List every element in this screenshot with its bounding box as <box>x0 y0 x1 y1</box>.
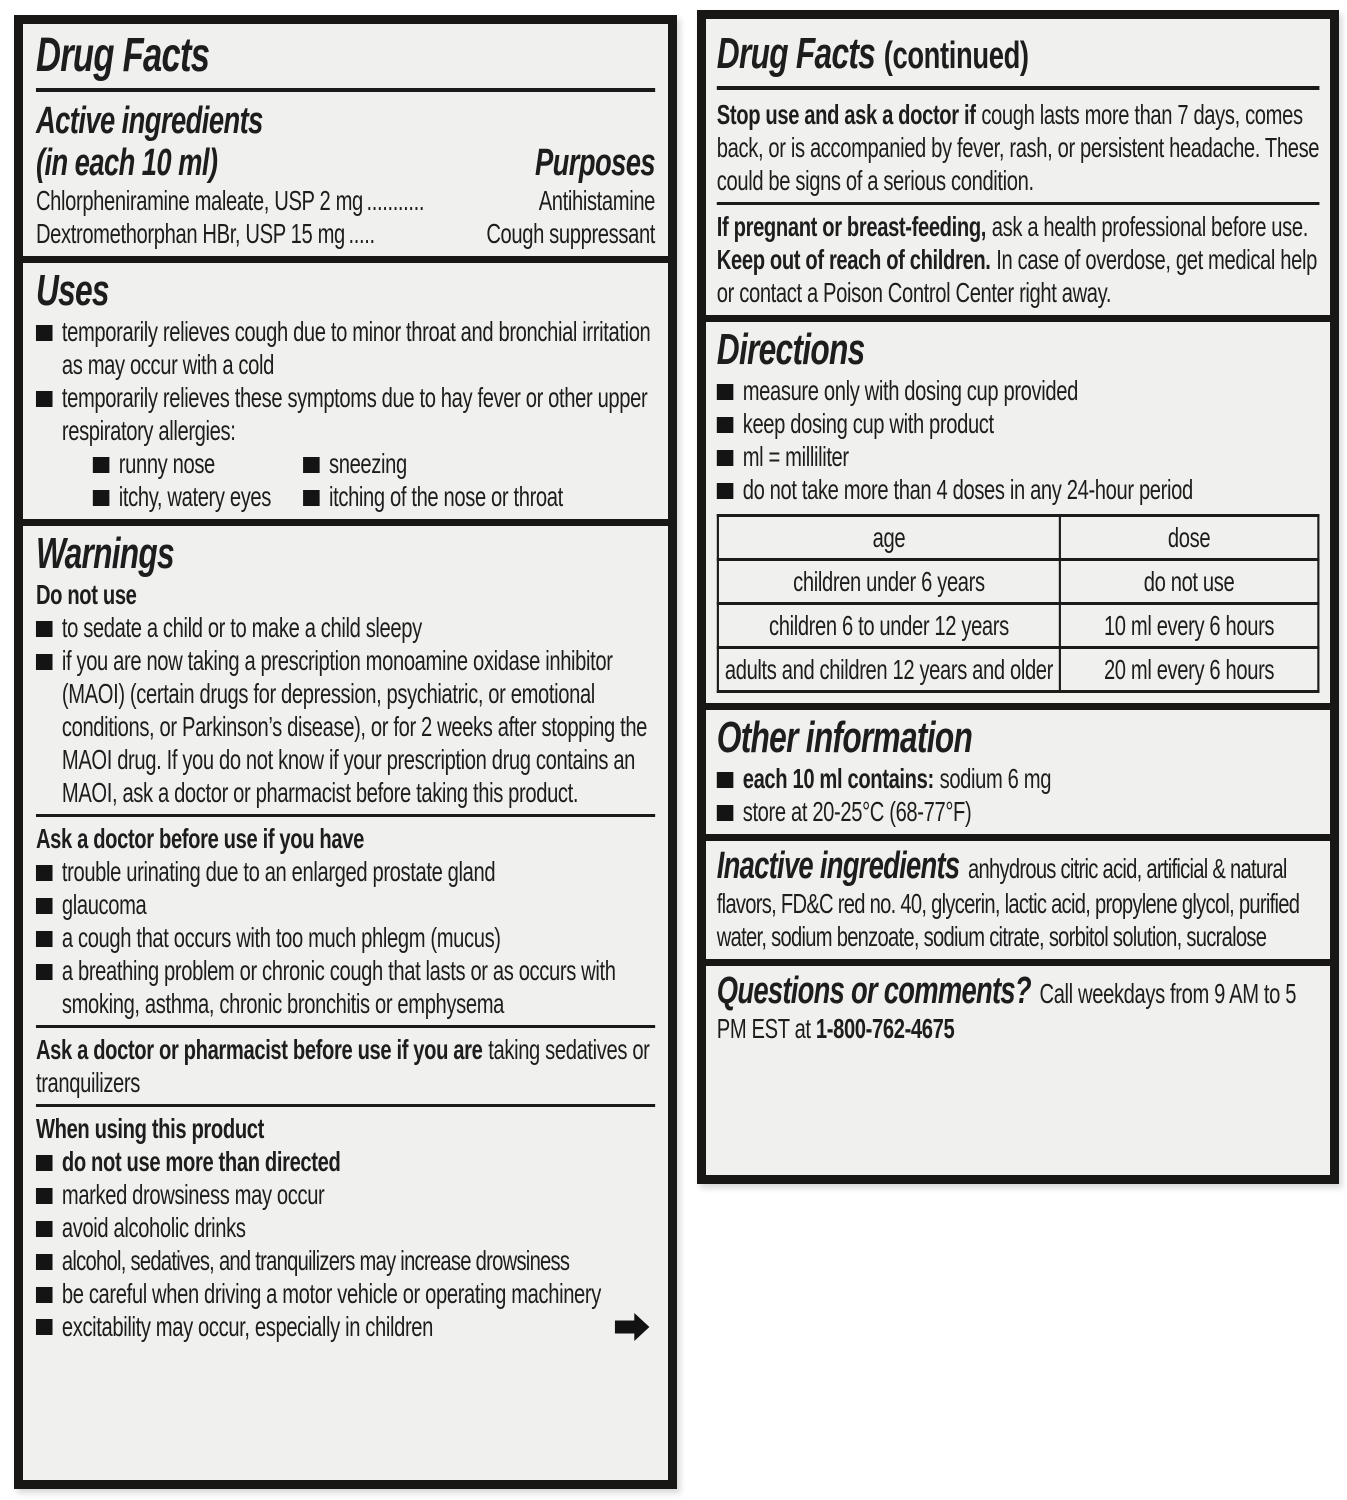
ingredient-purpose: Antihistamine <box>538 185 656 216</box>
list-item <box>36 1178 655 1211</box>
list-item <box>36 888 655 921</box>
stop-use-text: cough lasts more than 7 days, comes back, or is accompanied by fever, rash, or persistent headache. These could be signs of a serious condition. <box>716 99 1320 196</box>
list-item-text: glaucoma <box>61 889 147 920</box>
list-item-text: trouble urinating due to an enlarged prostate gland <box>61 856 496 887</box>
ask-doctor-list <box>36 855 655 1020</box>
symptom-text: itchy, watery eyes <box>118 481 272 512</box>
when-using-heading: When using this product <box>35 1113 264 1144</box>
section-other-information <box>706 703 1330 834</box>
ask-pharmacist-paragraph <box>36 1033 655 1099</box>
list-item <box>717 407 1319 440</box>
age-cell: adults and children 12 years and older <box>718 648 1060 692</box>
bullet-square-icon <box>93 457 110 473</box>
list-item <box>36 1244 655 1277</box>
ingredient-name: Dextromethorphan HBr, USP 15 mg <box>35 218 345 249</box>
keep-out-paragraph <box>717 243 1319 309</box>
bullet-square-icon <box>717 805 734 821</box>
bullet-square-icon <box>36 964 53 980</box>
directions-title: Directions <box>716 325 865 374</box>
bullet-square-icon <box>717 450 734 466</box>
directions-list <box>717 374 1319 506</box>
keep-out-text: In case of overdose, get medical help or contact a Poison Control Center right away. <box>716 244 1317 308</box>
ingredient-row <box>36 184 655 217</box>
do-not-use-heading: Do not use <box>35 579 137 610</box>
drug-facts-title: Drug Facts <box>35 29 210 82</box>
continued-label: (continued) <box>883 35 1029 77</box>
bullet-square-icon <box>717 772 734 788</box>
table-row <box>718 648 1318 692</box>
list-item <box>36 1145 655 1178</box>
symptom-text: sneezing <box>329 448 407 479</box>
section-inactive-ingredients <box>706 834 1330 959</box>
dot-leader: ..... <box>348 218 375 249</box>
questions-text: Call weekdays from 9 AM to 5 PM EST at <box>716 978 1297 1044</box>
questions-title: Questions or comments? <box>716 970 1031 1012</box>
list-item-text: keep dosing cup with product <box>742 408 994 439</box>
divider <box>717 86 1319 90</box>
symptom-text: runny nose <box>118 448 215 479</box>
list-item <box>717 374 1319 407</box>
bullet-square-icon <box>93 490 110 506</box>
divider <box>36 1104 655 1107</box>
drug-facts-panel-left <box>14 15 677 1489</box>
age-column-header: age <box>718 516 1060 560</box>
list-item-text: marked drowsiness may occur <box>61 1179 325 1210</box>
bullet-square-icon <box>36 391 53 407</box>
when-using-list <box>36 1145 655 1343</box>
ask-doctor-heading: Ask a doctor before use if you have <box>35 823 364 854</box>
inactive-ingredients-text: anhydrous citric acid, artificial & natural flavors, FD&C red no. 40, glycerin, lactic acid, propylene glycol, purified water, sodium benzoate, sodium citrate, sorbitol solution, sucralose <box>716 853 1300 952</box>
age-cell: children under 6 years <box>718 560 1060 604</box>
section-drug-facts-header <box>23 24 668 256</box>
pregnant-heading: If pregnant or breast-feeding, <box>716 211 987 242</box>
list-item <box>36 381 655 447</box>
list-item-text: a breathing problem or chronic cough that lasts or as occurs with smoking, asthma, chronic bronchitis or emphysema <box>61 955 616 1019</box>
list-item <box>36 954 655 1020</box>
symptom-text: itching of the nose or throat <box>329 481 563 512</box>
bullet-square-icon <box>36 1319 53 1335</box>
list-item-text: store at 20-25°C (68-77°F) <box>742 796 972 827</box>
bullet-square-icon <box>717 384 734 400</box>
ask-pharmacist-heading: Ask a doctor or pharmacist before use if you are <box>35 1034 483 1065</box>
section-uses <box>23 256 668 519</box>
questions-paragraph <box>717 970 1319 1045</box>
dot-leader: ........... <box>366 185 425 216</box>
inactive-ingredients-title: Inactive ingredients <box>716 845 960 887</box>
section-continued-header <box>706 19 1330 315</box>
list-item <box>36 644 655 809</box>
ask-pharmacist-text: taking sedatives or tranquilizers <box>35 1034 650 1098</box>
dose-column-header: dose <box>1060 516 1318 560</box>
age-cell: children 6 to under 12 years <box>718 604 1060 648</box>
section-questions <box>706 959 1330 1051</box>
list-item <box>717 473 1319 506</box>
table-row <box>718 604 1318 648</box>
list-item-text: a cough that occurs with too much phlegm (mucus) <box>61 922 501 953</box>
list-item <box>717 440 1319 473</box>
symptom-grid <box>93 447 655 513</box>
drug-facts-panel-right <box>697 10 1339 1184</box>
section-directions <box>706 315 1330 703</box>
stop-use-paragraph <box>717 98 1319 197</box>
dosing-table <box>717 514 1319 693</box>
stop-use-heading: Stop use and ask a doctor if <box>716 99 976 130</box>
bullet-square-icon <box>717 483 734 499</box>
ingredient-name: Chlorpheniramine maleate, USP 2 mg <box>35 185 363 216</box>
bullet-square-icon <box>36 1254 53 1270</box>
bullet-square-icon <box>717 417 734 433</box>
list-item-bold: each 10 ml contains: <box>742 763 934 794</box>
bullet-square-icon <box>36 325 53 341</box>
list-item-bold: do not use more than directed <box>61 1146 341 1177</box>
symptom-item <box>303 447 655 480</box>
list-item <box>36 855 655 888</box>
table-row <box>718 560 1318 604</box>
inactive-ingredients-paragraph <box>717 845 1319 953</box>
divider <box>36 814 655 817</box>
list-item-text: ml = milliliter <box>742 441 849 472</box>
list-item <box>36 1277 655 1310</box>
bullet-square-icon <box>36 654 53 670</box>
dose-cell: 20 ml every 6 hours <box>1060 648 1318 692</box>
list-item-text: avoid alcoholic drinks <box>61 1212 246 1243</box>
bullet-square-icon <box>36 1287 53 1303</box>
table-header-row <box>718 516 1318 560</box>
list-item <box>36 611 655 644</box>
bullet-square-icon <box>36 931 53 947</box>
dose-cell: do not use <box>1060 560 1318 604</box>
bullet-square-icon <box>36 1221 53 1237</box>
list-item <box>36 921 655 954</box>
list-item-text: alcohol, sedatives, and tranquilizers may increase drowsiness <box>61 1245 570 1276</box>
list-item-text: if you are now taking a prescription monoamine oxidase inhibitor (MAOI) (certain drugs for depression, psychiatric, or emotional conditions, or Parkinson’s disease), or for 2 weeks after stopping the MAOI drug. If you do not know if your prescription drug contains an MAOI, ask a doctor or pharmacist before taking this product. <box>61 645 648 808</box>
bullet-square-icon <box>36 621 53 637</box>
list-item <box>717 762 1319 795</box>
pregnant-text: ask a health professional before use. <box>991 211 1308 242</box>
list-item <box>717 795 1319 828</box>
other-information-title: Other information <box>716 713 973 762</box>
list-item-text: be careful when driving a motor vehicle or operating machinery <box>61 1278 601 1309</box>
uses-list <box>36 315 655 447</box>
symptom-item <box>93 447 303 480</box>
symptom-item <box>93 480 303 513</box>
list-item-text: to sedate a child or to make a child sleepy <box>61 612 422 643</box>
bullet-square-icon <box>36 1188 53 1204</box>
list-item <box>36 1310 655 1343</box>
divider <box>717 202 1319 205</box>
bullet-square-icon <box>303 457 320 473</box>
bullet-square-icon <box>36 1155 53 1171</box>
keep-out-heading: Keep out of reach of children. <box>716 244 991 275</box>
dose-cell: 10 ml every 6 hours <box>1060 604 1318 648</box>
ingredient-row <box>36 217 655 250</box>
list-item-text: temporarily relieves these symptoms due to hay fever or other upper respiratory allergies: <box>61 382 648 446</box>
drug-facts-continued-title <box>717 23 1319 82</box>
purposes-heading: Purposes <box>534 142 656 184</box>
ingredient-purpose: Cough suppressant <box>486 218 656 249</box>
uses-title: Uses <box>35 266 109 315</box>
list-item-text: do not take more than 4 doses in any 24-hour period <box>742 474 1193 505</box>
pregnant-paragraph <box>717 210 1319 243</box>
bullet-square-icon <box>303 490 320 506</box>
list-item-text: sodium 6 mg <box>939 763 1052 794</box>
bullet-square-icon <box>36 865 53 881</box>
list-item-text: temporarily relieves cough due to minor throat and bronchial irritation as may occur with a cold <box>61 316 651 380</box>
warnings-title: Warnings <box>35 529 174 578</box>
other-information-list <box>717 762 1319 828</box>
continued-arrow-icon <box>615 1313 651 1341</box>
divider <box>36 1025 655 1028</box>
drug-facts-title: Drug Facts <box>716 29 876 78</box>
list-item-text: measure only with dosing cup provided <box>742 375 1078 406</box>
list-item <box>36 1211 655 1244</box>
list-item-text: excitability may occur, especially in children <box>61 1311 434 1342</box>
symptom-item <box>303 480 655 513</box>
bullet-square-icon <box>36 898 53 914</box>
do-not-use-list <box>36 611 655 809</box>
active-ingredients-heading: Active ingredients <box>35 100 263 142</box>
active-ingredients-dose-basis: (in each 10 ml) <box>35 142 218 184</box>
section-warnings <box>23 519 668 1349</box>
divider <box>36 88 655 92</box>
phone-number: 1-800-762-4675 <box>815 1013 955 1044</box>
list-item <box>36 315 655 381</box>
